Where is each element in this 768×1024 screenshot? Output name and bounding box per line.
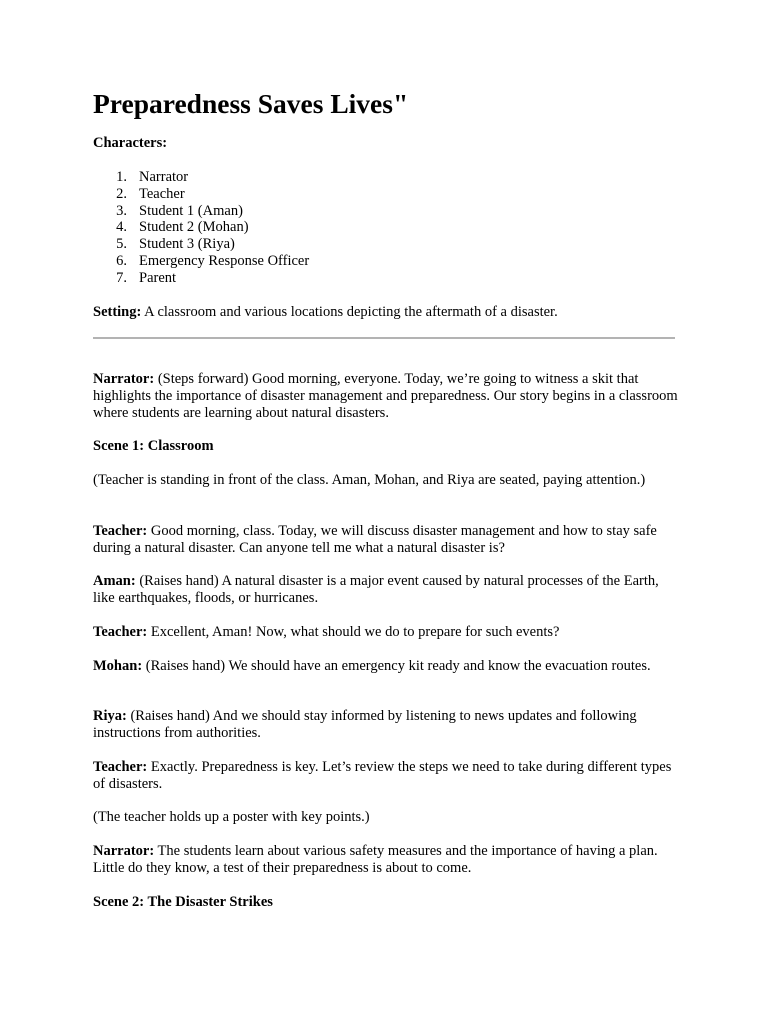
list-item [93,219,309,236]
dialogue-text: The students learn about various safety measures and the importance of having a plan. Little do they know, a test of their preparedness is about to come. [93,843,658,876]
script-line-narrator [93,371,678,421]
scene-title: Scene 2: The Disaster Strikes [93,894,273,910]
dialogue-text: (Raises hand) And we should stay informed by listening to news updates and following instructions from authorities. [93,708,637,741]
stage-direction [93,472,678,489]
script-line-riya [93,708,678,742]
dialogue-text: Exactly. Preparedness is key. Let’s review the steps we need to take during different types of disasters. [93,759,672,792]
script-line-teacher [93,759,678,793]
setting-paragraph [93,304,678,321]
speaker-label: Narrator: [93,371,155,387]
scene-title: Scene 1: Classroom [93,438,214,454]
character-name: Narrator [139,169,189,185]
list-item [93,169,309,186]
characters-list [93,169,309,287]
scene-heading [93,894,678,911]
document-title: Preparedness Saves Lives" [93,88,409,119]
direction-text: (Teacher is standing in front of the class. Aman, Mohan, and Riya are seated, paying attention.) [93,472,646,488]
list-item [93,186,309,203]
character-name: Student 3 (Riya) [139,236,235,253]
speaker-label: Teacher: [93,624,148,640]
script-line-teacher [93,624,678,641]
setting-text: A classroom and various locations depicting the aftermath of a disaster. [141,304,558,320]
list-item [93,253,309,270]
character-name: Student 1 (Aman) [139,202,243,219]
setting-label: Setting: [93,304,142,320]
horizontal-rule [93,337,675,339]
direction-text: (The teacher holds up a poster with key points.) [93,809,370,825]
dialogue-text: Good morning, class. Today, we will discuss disaster management and how to stay safe during a natural disaster. Can anyone tell me what a natural disaster is? [93,523,657,556]
list-item [93,236,309,253]
list-number: 2. [116,185,127,202]
scene-heading [93,438,678,455]
character-name: Parent [139,269,177,286]
speaker-label: Teacher: [93,523,148,539]
script-line-teacher [93,523,678,557]
list-number: 1. [116,169,127,185]
script-line-mohan [93,658,678,675]
dialogue-text: (Raises hand) We should have an emergency kit ready and know the evacuation routes. [142,658,651,674]
script-line-narrator [93,843,678,877]
list-item [93,203,309,220]
speaker-label: Mohan: [93,658,143,674]
characters-heading: Characters: [93,135,168,151]
list-number: 7. [116,269,127,286]
list-number: 4. [116,219,127,236]
stage-direction [93,809,678,826]
script-line-aman [93,573,678,607]
list-item [93,270,309,287]
character-name: Student 2 (Mohan) [139,219,249,236]
speaker-label: Riya: [93,708,127,724]
dialogue-text: (Steps forward) Good morning, everyone. Today, we’re going to witness a skit that highlights the importance of disaster management and preparedness. Our story begins in a classroom where students are learning about natural disasters. [93,371,678,421]
speaker-label: Aman: [93,573,136,589]
list-number: 3. [116,202,127,219]
dialogue-text: (Raises hand) A natural disaster is a major event caused by natural processes of the Earth, like earthquakes, floods, or hurricanes. [93,573,659,606]
character-name: Teacher [139,185,185,202]
list-number: 5. [116,236,127,253]
list-number: 6. [116,252,127,269]
speaker-label: Teacher: [93,759,148,775]
speaker-label: Narrator: [93,843,155,859]
character-name: Emergency Response Officer [139,252,310,269]
dialogue-text: Excellent, Aman! Now, what should we do to prepare for such events? [147,624,560,640]
